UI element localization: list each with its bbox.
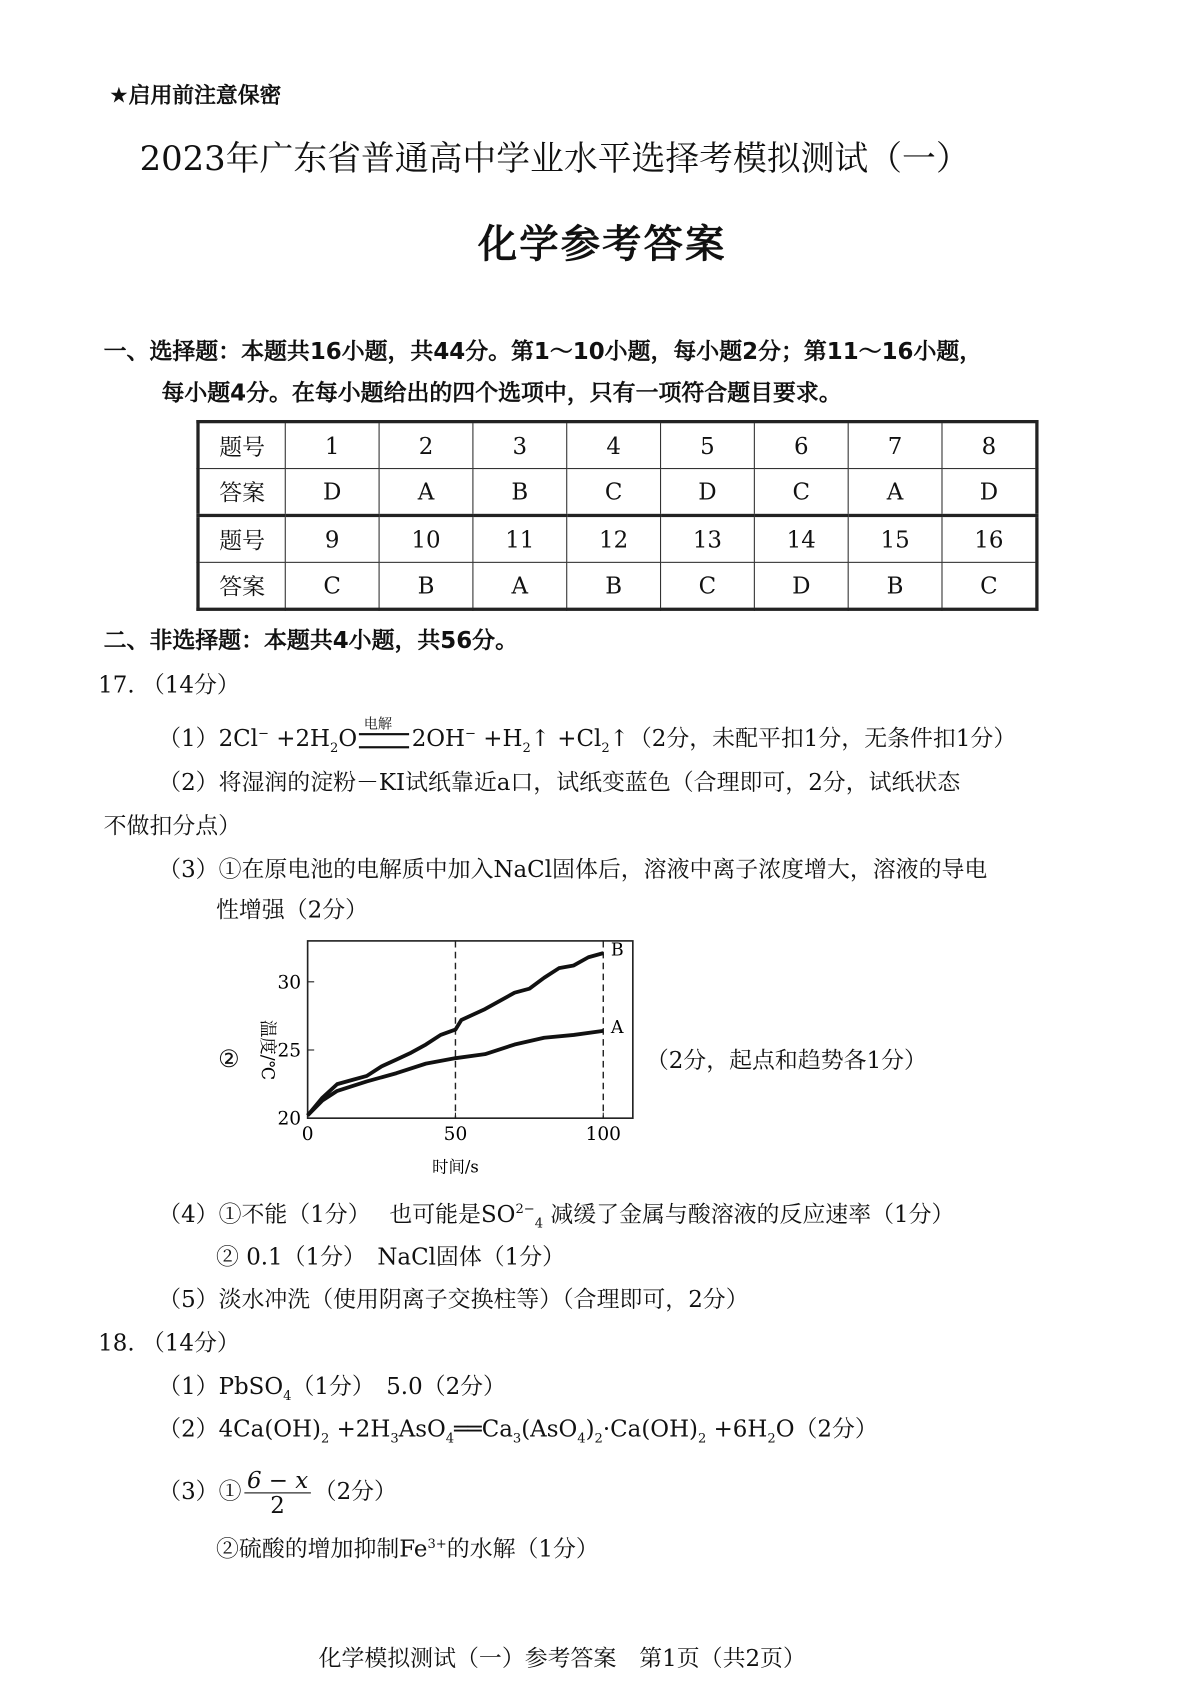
- text-segment: ↑ +Cl: [530, 725, 602, 752]
- question-17-heading: [98, 671, 240, 699]
- question-number-cell: 2: [379, 422, 473, 469]
- row-label: 题号: [198, 515, 285, 562]
- answer-cell: B: [567, 562, 661, 609]
- text-segment: AsO: [398, 1415, 446, 1443]
- text-segment: ): [585, 1415, 595, 1443]
- subscript: 4: [445, 1430, 455, 1446]
- superscript: 3+: [427, 1535, 447, 1552]
- question-number-cell: 9: [285, 515, 379, 562]
- subscript: 3: [512, 1430, 522, 1446]
- text-segment: +2H: [329, 1415, 391, 1443]
- subscript: 2: [767, 1430, 776, 1446]
- text-segment: （5）淡水冲洗（使用阴离子交换柱等）（合理即可，2分）: [158, 1286, 749, 1313]
- answer-row: [198, 562, 1037, 609]
- question-number-cell: 6: [754, 422, 848, 469]
- question-number-cell: 11: [473, 515, 567, 562]
- series-label-B: B: [610, 940, 624, 961]
- question-number-cell: 15: [848, 515, 942, 562]
- x-tick-label: 100: [585, 1123, 621, 1145]
- answer-cell: C: [942, 562, 1037, 609]
- exam-title: 2023年广东省普通高中学业水平选择考模拟测试（一）: [139, 139, 970, 179]
- answer-cell: D: [285, 469, 379, 516]
- text-segment: +6H: [706, 1415, 768, 1443]
- answer-table: [196, 420, 1038, 611]
- numerator: 6 − x: [245, 1468, 311, 1493]
- q17-part5: [158, 1285, 748, 1313]
- series-label-A: A: [610, 1018, 624, 1039]
- text-segment: ↑（2分，未配平扣1分，无条件扣1分）: [609, 725, 1017, 752]
- answer-cell: D: [942, 469, 1037, 516]
- page-footer: 化学模拟测试（一）参考答案 第1页（共2页）: [318, 1645, 806, 1672]
- text-segment: +H: [476, 725, 523, 752]
- superscript: 2−: [515, 1201, 535, 1217]
- subscript: 2: [320, 1430, 330, 1446]
- text-segment: （3）①在原电池的电解质中加入NaCl固体后，溶液中离子浓度增大，溶液的导电: [158, 856, 988, 883]
- subscript: 4: [577, 1430, 586, 1446]
- text-segment: 不做扣分点）: [103, 812, 242, 839]
- question-number-row: [198, 515, 1037, 562]
- question-number-cell: 5: [661, 422, 755, 469]
- y-tick-label: 30: [277, 972, 302, 994]
- subscript: 2: [522, 739, 531, 756]
- q17-part1: [158, 716, 1017, 756]
- x-tick-label: 50: [443, 1123, 468, 1145]
- y-axis-label: 温度/℃: [256, 1019, 277, 1081]
- text-segment: ②硫酸的增加抑制Fe: [215, 1535, 428, 1563]
- subscript: 2: [697, 1430, 707, 1446]
- text-segment: O: [338, 725, 358, 752]
- section1-instructions-line2: 每小题4分。在每小题给出的四个选项中，只有一项符合题目要求。: [161, 379, 842, 406]
- text-segment: （1分） 5.0（2分）: [291, 1373, 506, 1400]
- question-number-cell: 14: [754, 515, 848, 562]
- row-label: 答案: [198, 562, 285, 609]
- question-number-cell: 8: [942, 422, 1037, 469]
- question-number-cell: 13: [661, 515, 755, 562]
- q17-part3-cont: [216, 896, 368, 924]
- section1-instructions-line1: 一、选择题：本题共16小题，共44分。第1～10小题，每小题2分；第11～16小题，: [103, 338, 983, 365]
- answer-cell: D: [754, 562, 848, 609]
- answer-cell: C: [567, 469, 661, 516]
- superscript: −: [465, 725, 477, 741]
- x-tick-label: 0: [301, 1123, 314, 1145]
- text-segment: 减缓了金属与酸溶液的反应速率（1分）: [543, 1201, 955, 1228]
- question-number-cell: 7: [848, 422, 942, 469]
- text-segment: 18. （14分）: [98, 1329, 240, 1356]
- subscript: 4: [534, 1215, 544, 1231]
- text-segment: 2OH: [411, 725, 466, 752]
- q17-part2: [158, 768, 960, 796]
- text-segment: （2分）: [313, 1478, 397, 1505]
- text-segment: （3）①: [158, 1478, 242, 1505]
- text-segment: 性增强（2分）: [215, 896, 369, 923]
- text-segment: (AsO: [521, 1415, 578, 1443]
- text-segment: 的水解（1分）: [446, 1535, 599, 1563]
- answer-cell: A: [473, 562, 567, 609]
- answer-row: [198, 469, 1037, 516]
- y-tick-label: 20: [277, 1108, 302, 1130]
- text-segment: ② 0.1（1分） NaCl固体（1分）: [215, 1243, 566, 1270]
- temperature-time-chart: [218, 927, 643, 1194]
- answer-cell: B: [848, 562, 942, 609]
- q17-part3: [158, 855, 987, 883]
- reaction-condition: 电解: [363, 716, 393, 733]
- text-segment: （1）PbSO: [158, 1373, 284, 1400]
- text-segment: +2H: [268, 725, 331, 752]
- question-18-heading: [98, 1329, 240, 1357]
- text-segment: （4）①不能（1分） 也可能是SO: [158, 1201, 516, 1228]
- text-segment: （1）2Cl: [158, 725, 259, 752]
- reaction-condition-equals-sign: [359, 716, 409, 748]
- subscript: 4: [283, 1387, 292, 1404]
- row-label: 题号: [198, 422, 285, 469]
- answer-cell: A: [848, 469, 942, 516]
- text-segment: ②: [218, 1046, 240, 1074]
- q17-part3-chart-note: [646, 1046, 927, 1074]
- answer-cell: A: [379, 469, 473, 516]
- text-segment: （2）将湿润的淀粉－KI试纸靠近a口，试纸变蓝色（合理即可，2分，试纸状态: [158, 769, 961, 796]
- row-label: 答案: [198, 469, 285, 516]
- section2-heading: 二、非选择题：本题共4小题，共56分。: [103, 627, 519, 654]
- answer-cell: B: [473, 469, 567, 516]
- subscript: 3: [390, 1430, 399, 1446]
- question-number-cell: 16: [942, 515, 1037, 562]
- answer-cell: C: [285, 562, 379, 609]
- text-segment: ·Ca(OH): [602, 1415, 698, 1443]
- fraction: [245, 1468, 311, 1517]
- text-segment: O（2分）: [775, 1415, 878, 1443]
- answer-cell: C: [661, 562, 755, 609]
- answer-cell: C: [754, 469, 848, 516]
- q18-part2: [158, 1415, 878, 1446]
- question-number-cell: 10: [379, 515, 473, 562]
- subscript: 2: [601, 739, 610, 756]
- q18-part3-sub2: [216, 1535, 599, 1563]
- page-title: 化学参考答案: [477, 222, 727, 268]
- y-tick-label: 25: [277, 1040, 302, 1062]
- denominator: 2: [270, 1492, 285, 1519]
- question-number-cell: 4: [567, 422, 661, 469]
- answer-cell: D: [661, 469, 755, 516]
- subscript: 2: [330, 739, 339, 756]
- question-number-cell: 12: [567, 515, 661, 562]
- q17-part4-sub2: [216, 1243, 565, 1271]
- superscript: −: [258, 725, 269, 741]
- text-segment: （2）4Ca(OH): [158, 1415, 321, 1443]
- q18-part3: [158, 1465, 397, 1517]
- question-number-cell: 3: [473, 422, 567, 469]
- x-axis-label: 时间/s: [432, 1157, 479, 1177]
- question-number-cell: 1: [285, 422, 379, 469]
- q18-part1: [158, 1372, 506, 1404]
- question-number-row: [198, 422, 1037, 469]
- answer-cell: B: [379, 562, 473, 609]
- text-segment: （2分，起点和趋势各1分）: [645, 1047, 927, 1074]
- text-segment: 17. （14分）: [98, 671, 240, 699]
- plot-frame: [308, 941, 633, 1118]
- q17-part4: [158, 1200, 955, 1231]
- confidential-notice: ★启用前注意保密: [109, 81, 282, 108]
- q17-part2-cont: [104, 812, 241, 840]
- subscript: 2: [594, 1430, 603, 1446]
- text-segment: ══Ca: [454, 1415, 513, 1443]
